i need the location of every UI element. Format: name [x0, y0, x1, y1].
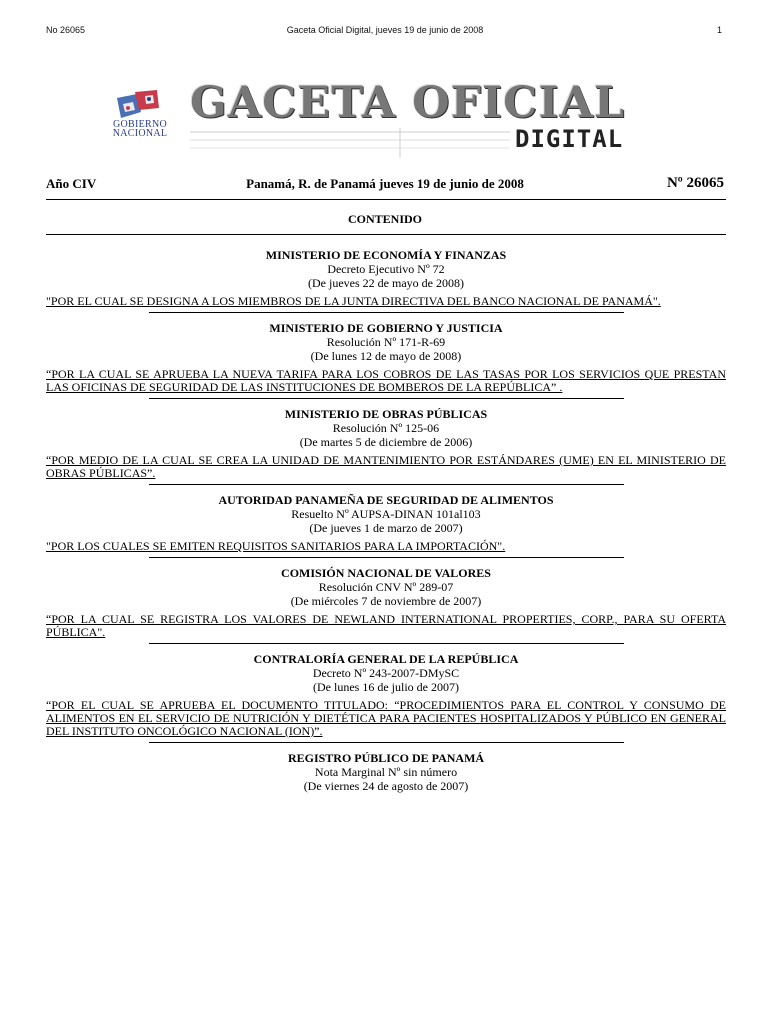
contents-entry [46, 248, 726, 313]
entry-document: Nota Marginal Nº sin número [314, 765, 458, 779]
running-header-center: Gaceta Oficial Digital, jueves 19 de junio de 2008 [286, 25, 484, 35]
logo-text-line1: GOBIERNO [112, 119, 168, 130]
entry-document: Resolución Nº 125-06 [332, 421, 440, 435]
page-number: 1 [716, 25, 722, 35]
entry-document: Resolución CNV Nº 289-07 [318, 580, 454, 594]
entry-institution: MINISTERIO DE GOBIERNO Y JUSTICIA [269, 321, 503, 335]
entry-date: (De jueves 22 de mayo de 2008) [308, 276, 464, 290]
contents-list [46, 248, 726, 793]
entry-date: (De lunes 16 de julio de 2007) [313, 680, 459, 694]
logo-text-line2: NACIONAL [112, 128, 168, 139]
entry-date: (De jueves 1 de marzo de 2007) [309, 521, 463, 535]
issue-date: Panamá, R. de Panamá jueves 19 de junio de 2008 [246, 176, 524, 191]
entry-date: (De viernes 24 de agosto de 2007) [303, 779, 469, 793]
entry-title-link[interactable]: “POR MEDIO DE LA CUAL SE CREA LA UNIDAD DE MANTENIMIENTO POR ESTÁNDARES (UME) EN EL MINISTERIO DE OBRAS PÚBLICAS”. [46, 453, 726, 480]
masthead-digital: DIGITAL [515, 125, 624, 153]
entry-document: Decreto Ejecutivo Nº 72 [327, 262, 445, 276]
entry-institution: MINISTERIO DE ECONOMÍA Y FINANZAS [265, 248, 507, 262]
divider-top [46, 199, 726, 200]
running-header-left: No 26065 [46, 25, 86, 35]
entry-date: (De lunes 12 de mayo de 2008) [310, 349, 462, 363]
entry-separator [149, 557, 624, 558]
entry-separator [149, 312, 624, 313]
entry-document: Resuelto Nº AUPSA-DINAN 101al103 [291, 507, 481, 521]
entry-title-link[interactable]: “POR LA CUAL SE APRUEBA LA NUEVA TARIFA PARA LOS COBROS DE LAS TASAS POR LOS SERVICIOS QUE PRESTAN LAS OFICINAS DE SEGURIDAD DE LAS INSTITUCIONES DE BOMBEROS DE LA REPÚBLICA” . [46, 367, 726, 394]
divider-contents [46, 234, 726, 235]
entry-title-link[interactable]: “POR EL CUAL SE APRUEBA EL DOCUMENTO TITULADO: “PROCEDIMIENTOS PARA EL CONTROL Y CONSUMO DE ALIMENTOS EN EL SERVICIO DE NUTRICIÓN Y DIETÉTICA PARA PACIENTES HOSPITALIZADOS Y PÚBLICO EN GENERAL DEL INSTITUTO ONCOLÓGICO NACIONAL (ION)”. [46, 698, 726, 738]
entry-institution: AUTORIDAD PANAMEÑA DE SEGURIDAD DE ALIMENTOS [218, 493, 554, 507]
entry-institution: REGISTRO PÚBLICO DE PANAMÁ [287, 751, 485, 765]
contents-heading: CONTENIDO [347, 212, 422, 226]
logo-star-blue [147, 97, 151, 101]
entry-document: Decreto Nº 243-2007-DMySC [312, 666, 460, 680]
entry-document: Resolución Nº 171-R-69 [326, 335, 446, 349]
contents-entry [46, 652, 726, 743]
contents-entry [46, 751, 726, 793]
contents-entry [46, 493, 726, 558]
contents-entry [46, 321, 726, 399]
entry-title-link[interactable]: "POR LOS CUALES SE EMITEN REQUISITOS SANITARIOS PARA LA IMPORTACIÓN". [46, 539, 506, 553]
contents-entry [46, 566, 726, 644]
entry-institution: MINISTERIO DE OBRAS PÚBLICAS [284, 407, 488, 421]
entry-date: (De martes 5 de diciembre de 2006) [299, 435, 473, 449]
entry-institution: COMISIÓN NACIONAL DE VALORES [281, 566, 491, 580]
masthead-decoration [190, 128, 510, 158]
entry-separator [149, 398, 624, 399]
entry-separator [149, 742, 624, 743]
entry-separator [149, 643, 624, 644]
issue-year: Año CIV [46, 176, 97, 191]
entry-title-link[interactable]: "POR EL CUAL SE DESIGNA A LOS MIEMBROS DE LA JUNTA DIRECTIVA DEL BANCO NACIONAL DE PANAMÁ". [46, 294, 661, 308]
contents-entry [46, 407, 726, 485]
entry-title-link[interactable]: “POR LA CUAL SE REGISTRA LOS VALORES DE NEWLAND INTERNATIONAL PROPERTIES, CORP., PARA SU OFERTA PÚBLICA". [46, 612, 726, 639]
issue-number: Nº 26065 [666, 175, 724, 191]
entry-institution: CONTRALORÍA GENERAL DE LA REPÚBLICA [253, 652, 519, 666]
entry-separator [149, 484, 624, 485]
logo-star-red [126, 106, 130, 110]
entry-date: (De miércoles 7 de noviembre de 2007) [290, 594, 482, 608]
masthead-title: GACETA OFICIAL [190, 78, 626, 128]
logo-text [100, 120, 180, 138]
